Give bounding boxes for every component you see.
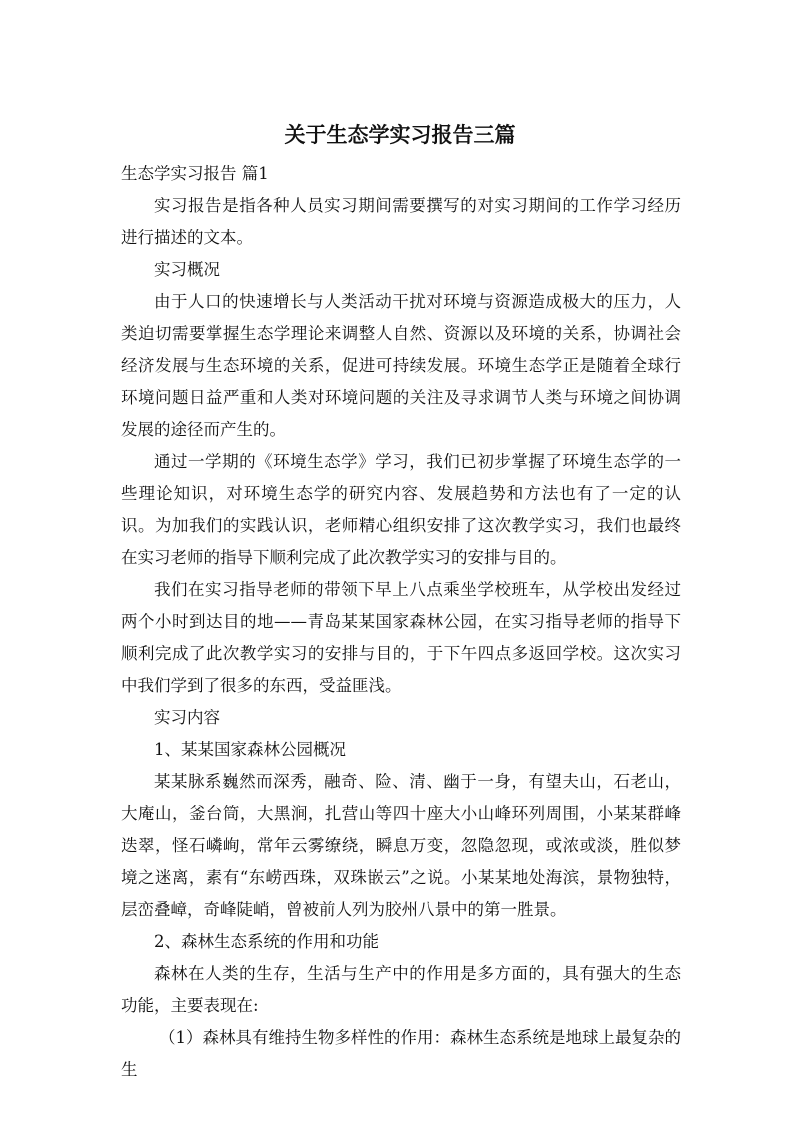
paragraph: 通过一学期的《环境生态学》学习，我们已初步掌握了环境生态学的一些理论知识，对环境生态学的研究内容、发展趋势和方法也有了一定的认识。为加我们的实践认识，老师精心组织安排了这次教学实习，我们也最终在实习老师的指导下顺利完成了此次教学实习的安排与目的。 xyxy=(121,452,681,567)
paragraph: 由于人口的快速增长与人类活动干扰对环境与资源造成极大的压力，人类迫切需要掌握生态学理论来调整人自然、资源以及环境的关系，协调社会经济发展与生态环境的关系，促进可持续发展。环境生态学正是随着全球行环境问题日益严重和人类对环境问题的关注及寻求调节人类与环境之间协调发展的途径而产生的。 xyxy=(121,292,681,439)
paragraph: 实习报告是指各种人员实习期间需要撰写的对实习期间的工作学习经历进行描述的文本。 xyxy=(121,196,681,247)
section-heading: 实习内容 xyxy=(154,708,220,727)
paragraph: 某某脉系巍然而深秀，融奇、险、清、幽于一身，有望夫山，石老山，大庵山，釜台筒，大黑涧，扎营山等四十座大小山峰环列周围，小某某群峰迭翠，怪石嶙峋，常年云雾缭绕，瞬息万变，忽隐忽现，或浓或淡，胜似梦境之迷离，素有“东崂西珠，双珠嵌云”之说。小某某地处海滨，景物独特，层峦叠嶂，奇峰陡峭，曾被前人列为胶州八景中的第一胜景。 xyxy=(121,772,681,919)
section-heading: 生态学实习报告 篇1 xyxy=(121,164,269,183)
section-heading: 1、某某国家森林公园概况 xyxy=(154,740,346,759)
document-body xyxy=(121,158,681,1086)
paragraph: 我们在实习指导老师的带领下早上八点乘坐学校班车，从学校出发经过两个小时到达目的地——青岛某某国家森林公园，在实习指导老师的指导下顺利完成了此次教学实习的安排与目的，于下午四点多返回学校。这次实习中我们学到了很多的东西，受益匪浅。 xyxy=(121,580,681,695)
section-heading: 实习概况 xyxy=(154,260,220,279)
section-heading: 2、森林生态系统的作用和功能 xyxy=(154,932,379,951)
paragraph: 森林在人类的生存，生活与生产中的作用是多方面的，具有强大的生态功能，主要表现在: xyxy=(121,964,681,1015)
paragraph: （1）森林具有维持生物多样性的作用：森林生态系统是地球上最复杂的生 xyxy=(121,1028,681,1079)
document-title: 关于生态学实习报告三篇 xyxy=(284,123,516,147)
